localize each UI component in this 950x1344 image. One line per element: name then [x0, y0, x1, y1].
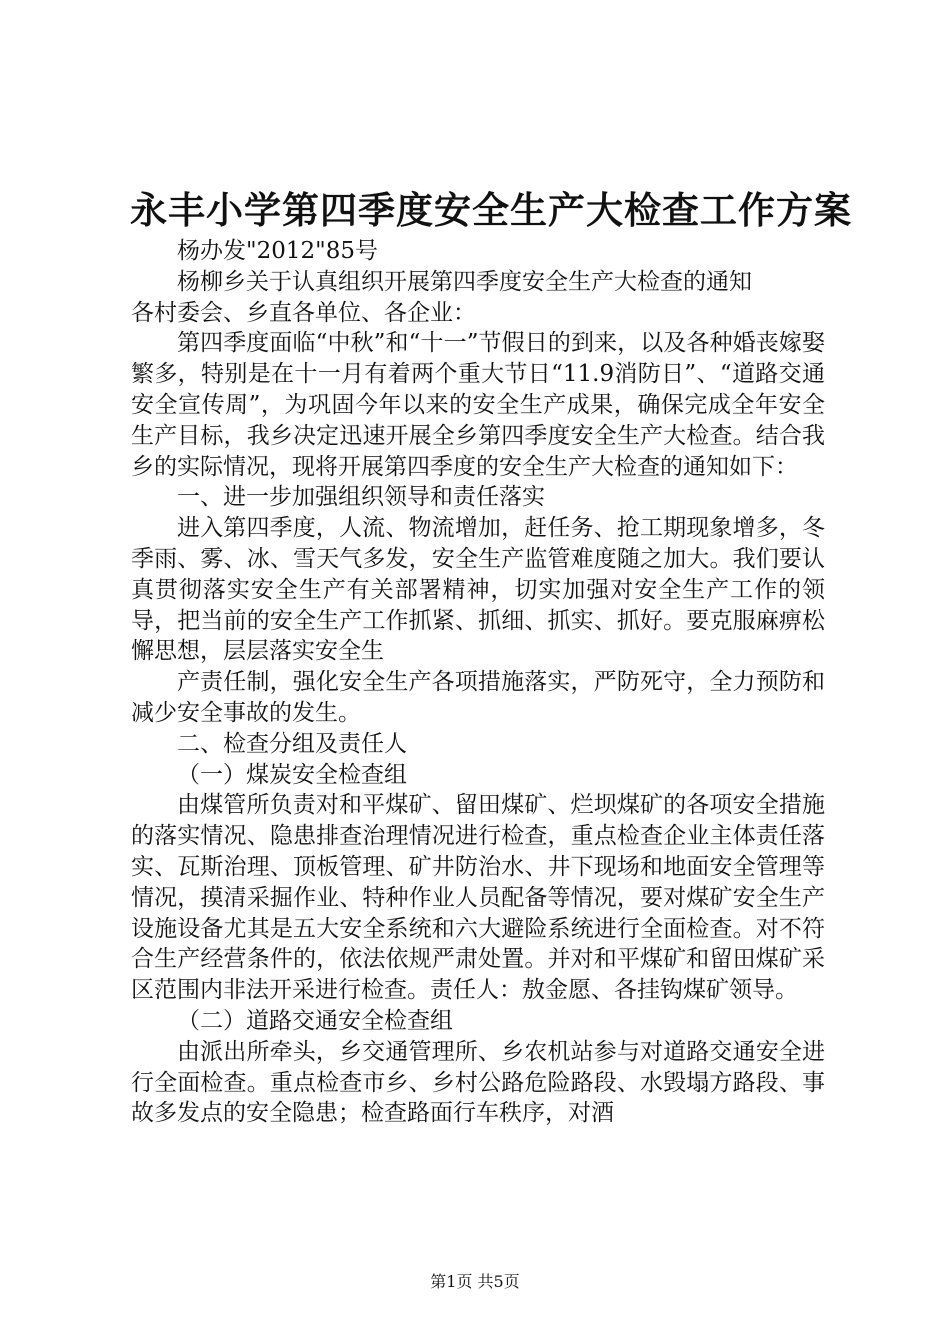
document-title: 永丰小学第四季度安全生产大检查工作方案: [130, 188, 852, 232]
subsection-heading-1: （一）煤炭安全检查组: [177, 761, 407, 788]
section-1-paragraph: 进入第四季度，人流、物流增加，赶任务、抢工期现象增多，冬季雨、雾、冰、雪天气多发，安全生产监管难度随之加大。我们要认真贯彻落实安全生产有关部署精神，切实加强对安全生产工作的领导，把当前的安全生产工作抓紧、抓细、抓实、抓好。要克服麻痹松懈思想，层层落实安全生: [131, 515, 825, 665]
page-footer: 第1页 共5页: [430, 1272, 520, 1291]
notice-heading: 杨柳乡关于认真组织开展第四季度安全生产大检查的通知: [177, 268, 752, 295]
intro-paragraph: 第四季度面临“中秋”和“十一”节假日的到来，以及各种婚丧嫁娶繁多，特别是在十一月有着两个重大节日“11.9消防日”、“道路交通安全宣传周”，为巩固今年以来的安全生产成果，确保完成全年安全生产目标，我乡决定迅速开展全乡第四季度安全生产大检查。结合我乡的实际情况，现将开展第四季度的安全生产大检查的通知如下：: [131, 330, 825, 480]
subsection-1-paragraph: 由煤管所负责对和平煤矿、留田煤矿、烂坝煤矿的各项安全措施的落实情况、隐患排查治理情况进行检查，重点检查企业主体责任落实、瓦斯治理、顶板管理、矿井防治水、井下现场和地面安全管理等情况，摸清采掘作业、特种作业人员配备等情况，要对煤矿安全生产设施设备尤其是五大安全系统和六大避险系统进行全面检查。对不符合生产经营条件的，依法依规严肃处置。并对和平煤矿和留田煤矿采区范围内非法开采进行检查。责任人：敖金愿、各挂钩煤矿领导。: [131, 792, 825, 1004]
section-heading-1: 一、进一步加强组织领导和责任落实: [177, 484, 545, 511]
section-1-paragraph-cont: 产责任制，强化安全生产各项措施落实，严防死守，全力预防和减少安全事故的发生。: [131, 669, 825, 726]
subsection-2-paragraph: 由派出所牵头，乡交通管理所、乡农机站参与对道路交通安全进行全面检查。重点检查市乡、乡村公路危险路段、水毁塌方路段、事故多发点的安全隐患；检查路面行车秩序，对酒: [131, 1038, 825, 1127]
document-body: [131, 236, 825, 1129]
subsection-heading-2: （二）道路交通安全检查组: [177, 1007, 453, 1034]
section-heading-2: 二、检查分组及责任人: [177, 730, 407, 757]
recipients-line: 各村委会、乡直各单位、各企业：: [131, 299, 476, 326]
document-number: 杨办发"2012"85号: [177, 238, 378, 264]
